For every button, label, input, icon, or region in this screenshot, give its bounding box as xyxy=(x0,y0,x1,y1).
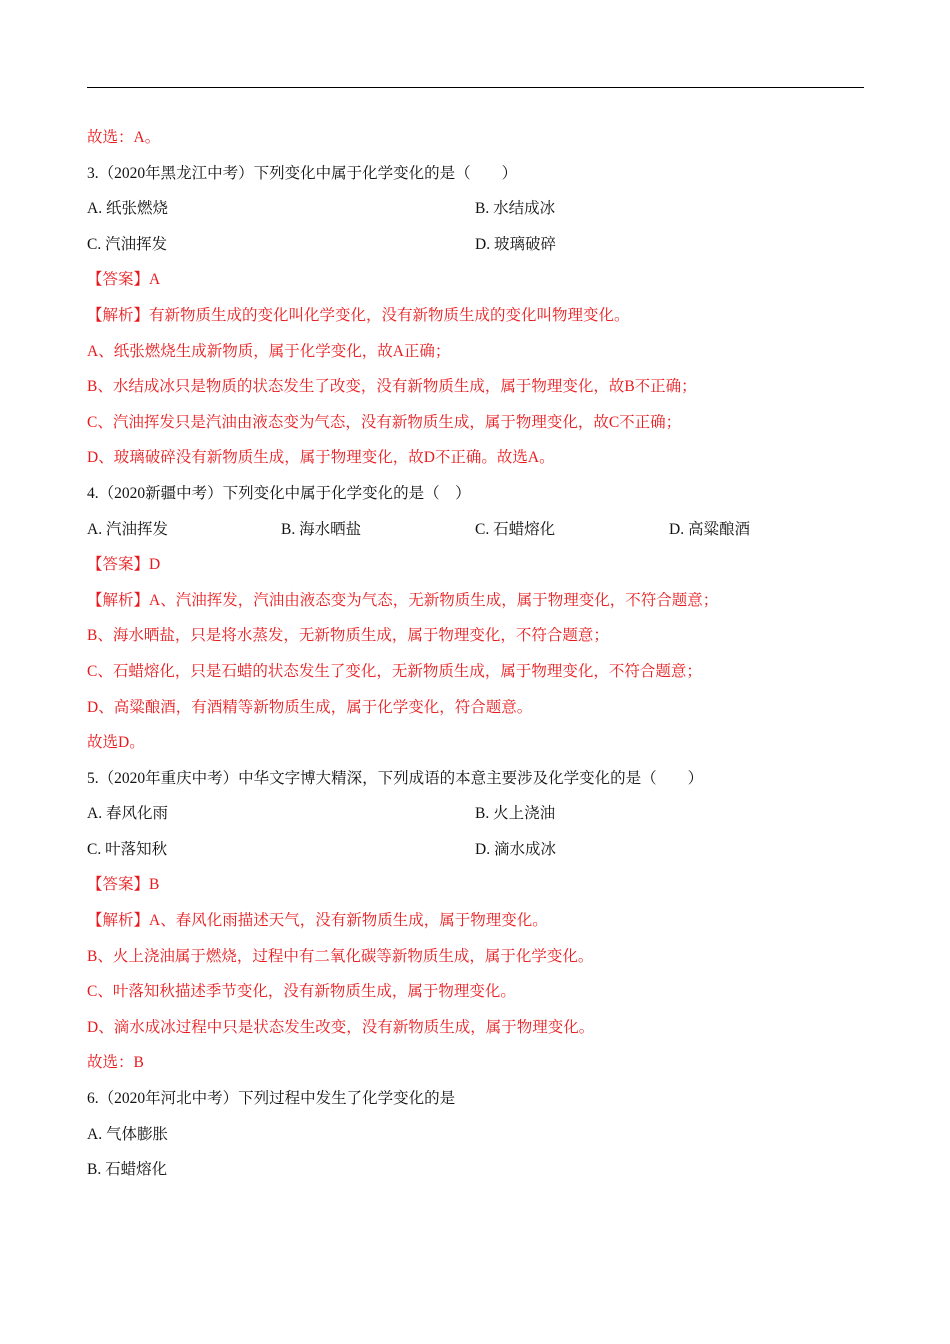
option-c: C. 汽油挥发 xyxy=(87,235,168,253)
answer-label: 【答案】D xyxy=(87,556,161,574)
option-d: D. 玻璃破碎 xyxy=(475,235,556,253)
explanation-line: D、玻璃破碎没有新物质生成，属于物理变化，故D不正确。故选A。 xyxy=(87,449,555,467)
option-a: A. 纸张燃烧 xyxy=(87,200,168,218)
question-3-options-row-2 xyxy=(87,227,864,263)
explanation-line: C、石蜡熔化，只是石蜡的状态发生了变化，无新物质生成，属于物理变化，不符合题意； xyxy=(87,662,702,680)
explanation-line: 【解析】A、汽油挥发，汽油由液态变为气态，无新物质生成，属于物理变化，不符合题意； xyxy=(87,591,719,609)
option-a: A. 汽油挥发 xyxy=(87,520,168,538)
question-5: 5.（2020年重庆中考）中华文字博大精深，下列成语的本意主要涉及化学变化的是（ ） xyxy=(87,769,704,787)
option-b: B. 火上浇油 xyxy=(475,805,556,823)
option-a: A. 春风化雨 xyxy=(87,805,168,823)
document-body xyxy=(87,120,864,1188)
explanation-line: C、汽油挥发只是汽油由液态变为气态，没有新物质生成，属于物理变化，故C不正确； xyxy=(87,413,682,431)
explanation-line: D、高粱酿酒，有酒精等新物质生成，属于化学变化，符合题意。 xyxy=(87,698,533,716)
question-3-options-row-1 xyxy=(87,191,864,227)
option-c: C. 石蜡熔化 xyxy=(475,520,556,538)
option-c: C. 叶落知秋 xyxy=(87,840,168,858)
option-b: B. 石蜡熔化 xyxy=(87,1161,168,1179)
header-rule xyxy=(87,87,864,88)
answer-label: 【答案】B xyxy=(87,876,160,894)
explanation-line: 【解析】A、春风化雨描述天气，没有新物质生成，属于物理变化。 xyxy=(87,912,548,930)
answer-label: 【答案】A xyxy=(87,271,161,289)
answer-selection: 故选D。 xyxy=(87,734,145,752)
question-4: 4.（2020新疆中考）下列变化中属于化学变化的是（ ） xyxy=(87,484,471,502)
question-6: 6.（2020年河北中考）下列过程中发生了化学变化的是 xyxy=(87,1090,456,1108)
explanation-line: B、火上浇油属于燃烧，过程中有二氧化碳等新物质生成，属于化学变化。 xyxy=(87,947,594,965)
question-5-options-row-2 xyxy=(87,832,864,868)
option-d: D. 高粱酿酒 xyxy=(669,520,750,538)
option-a: A. 气体膨胀 xyxy=(87,1125,168,1143)
explanation-line: C、叶落知秋描述季节变化，没有新物质生成，属于物理变化。 xyxy=(87,983,516,1001)
explanation-line: D、滴水成冰过程中只是状态发生改变，没有新物质生成，属于物理变化。 xyxy=(87,1018,595,1036)
question-3: 3.（2020年黑龙江中考）下列变化中属于化学变化的是（ ） xyxy=(87,164,518,182)
explanation-line: 【解析】有新物质生成的变化叫化学变化，没有新物质生成的变化叫物理变化。 xyxy=(87,306,630,324)
question-4-options xyxy=(87,512,864,548)
answer-selection: 故选：B xyxy=(87,1054,144,1072)
option-d: D. 滴水成冰 xyxy=(475,840,556,858)
answer-selection: 故选：A。 xyxy=(87,129,161,146)
explanation-line: A、纸张燃烧生成新物质，属于化学变化，故A正确； xyxy=(87,342,451,360)
question-5-options-row-1 xyxy=(87,796,864,832)
option-b: B. 海水晒盐 xyxy=(281,520,362,538)
explanation-line: B、水结成冰只是物质的状态发生了改变，没有新物质生成，属于物理变化，故B不正确； xyxy=(87,378,697,396)
explanation-line: B、海水晒盐，只是将水蒸发，无新物质生成，属于物理变化，不符合题意； xyxy=(87,627,609,645)
option-b: B. 水结成冰 xyxy=(475,200,556,218)
